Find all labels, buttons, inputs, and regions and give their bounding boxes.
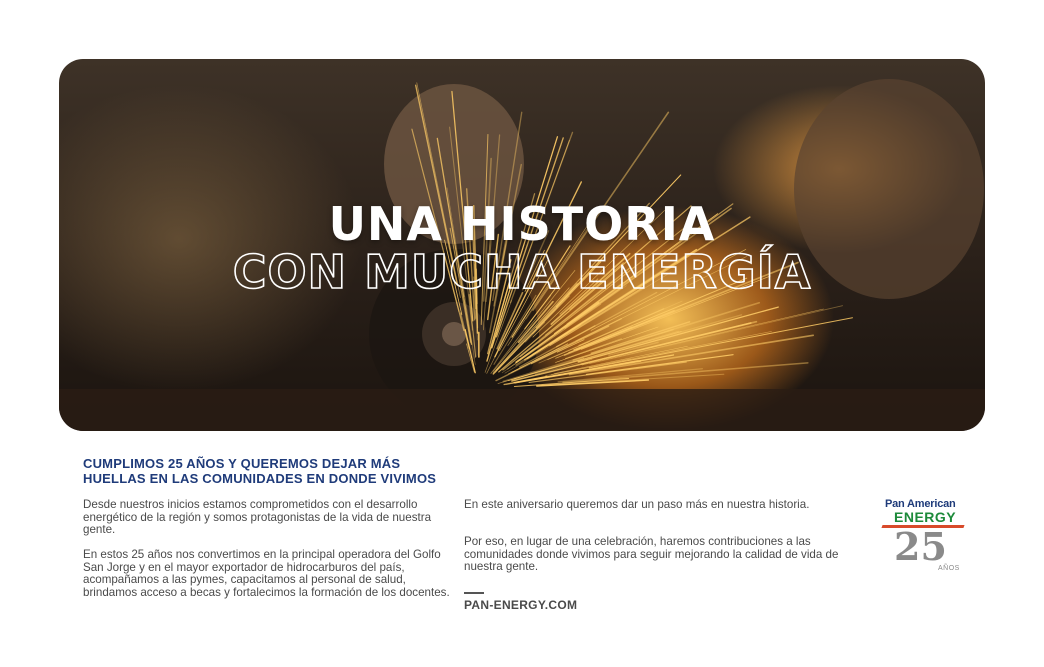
subheadline: CUMPLIMOS 25 AÑOS Y QUEREMOS DEJAR MÁS HUELLAS EN LAS COMUNIDADES EN DONDE VIVIMOS: [83, 456, 437, 486]
website-link[interactable]: PAN-ENERGY.COM: [464, 598, 578, 612]
logo-energy-word: ENERGY: [894, 509, 957, 525]
paragraph-commitment: Desde nuestros inicios estamos comprometidos con el desarrollo energético de la región y somos protagonistas de la vida de nuestra gente.: [83, 498, 432, 536]
paragraph-contributions: Por eso, en lugar de una celebración, haremos contribuciones a las comunidades donde vivimos para seguir mejorando la calidad de vida de nuestra gente.: [464, 535, 839, 573]
hero-image: [59, 59, 985, 431]
divider: [464, 592, 484, 594]
headline-line-1: UNA HISTORIA: [328, 197, 716, 251]
paragraph-achievements: En estos 25 años nos convertimos en la principal operadora del Golfo San Jorge y en el mayor exportador de hidrocarburos del país, acompañamos a las pymes, capacitamos al personal de salud, brindamos acceso a becas y fortalecimos la formación de los docentes.: [83, 548, 450, 599]
pan-american-energy-logo: [878, 498, 968, 578]
logo-years-label: AÑOS: [938, 565, 960, 572]
logo-company-name: Pan American: [885, 498, 956, 510]
spark-streak: [582, 309, 823, 365]
spark-streak: [590, 306, 843, 364]
paragraph-anniversary: En este aniversario queremos dar un paso más en nuestra historia.: [464, 498, 810, 511]
logo-years-number: 25: [894, 524, 947, 569]
spark-streak: [578, 307, 778, 362]
headline-line-2: CON MUCHA ENERGÍA: [232, 245, 812, 299]
